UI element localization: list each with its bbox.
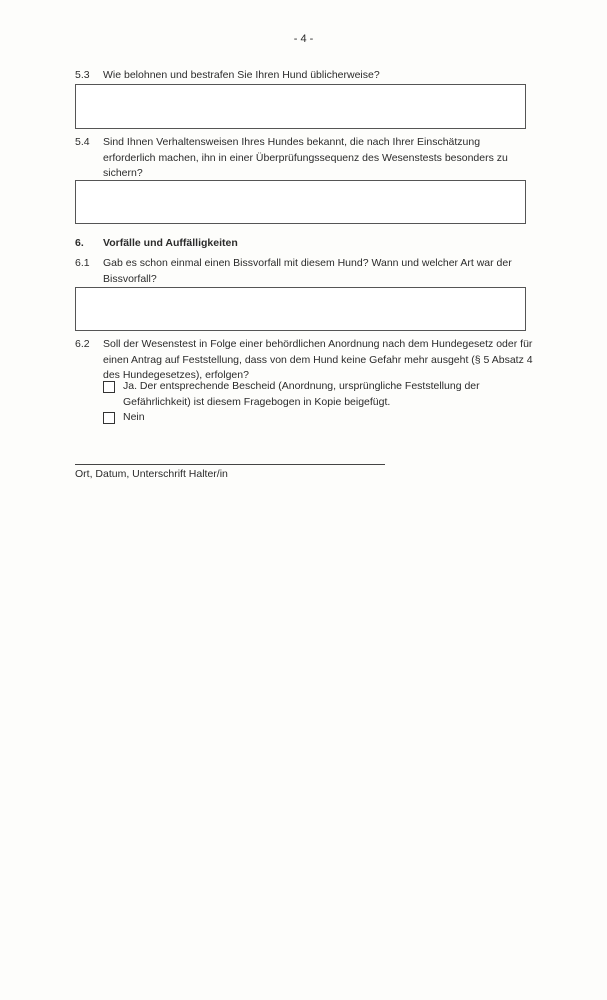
section-title: Vorfälle und Auffälligkeiten xyxy=(103,237,238,249)
option-ja[interactable] xyxy=(103,379,533,410)
question-5-3 xyxy=(75,68,535,84)
question-text: Gab es schon einmal einen Bissvorfall mit diesem Hund? Wann und welcher Art war der Bissvorfall? xyxy=(103,257,512,285)
question-6-1 xyxy=(75,256,535,287)
question-number: 6.1 xyxy=(75,257,90,269)
question-text: Soll der Wesenstest in Folge einer behördlichen Anordnung nach dem Hundegesetz oder für einen Antrag auf Feststellung, dass von dem Hund keine Gefahr mehr ausgeht (§ 5 Absatz 4 des Hundegesetzes), erfolgen? xyxy=(103,338,533,381)
checkbox-nein[interactable] xyxy=(103,412,115,424)
option-label: Nein xyxy=(123,411,145,423)
answer-field-6-1[interactable] xyxy=(75,287,526,331)
question-number: 5.3 xyxy=(75,69,90,81)
signature-line[interactable] xyxy=(75,464,385,465)
question-text: Wie belohnen und bestrafen Sie Ihren Hund üblicherweise? xyxy=(103,69,380,81)
question-6-2 xyxy=(75,337,535,384)
page-number: - 4 - xyxy=(293,33,314,45)
answer-field-5-4[interactable] xyxy=(75,180,526,224)
section-heading-6 xyxy=(75,237,238,249)
question-text: Sind Ihnen Verhaltensweisen Ihres Hundes bekannt, die nach Ihrer Einschätzung erforderlich machen, ihn in einer Überprüfungssequenz des Wesenstests besonders zu sichern? xyxy=(103,136,508,179)
question-number: 5.4 xyxy=(75,136,90,148)
option-nein[interactable] xyxy=(103,410,533,426)
question-number: 6.2 xyxy=(75,338,90,350)
section-number: 6. xyxy=(75,237,84,249)
answer-field-5-3[interactable] xyxy=(75,84,526,129)
signature-label: Ort, Datum, Unterschrift Halter/in xyxy=(75,468,228,480)
option-label: Ja. Der entsprechende Bescheid (Anordnung, ursprüngliche Feststellung der Gefährlichkeit) ist diesem Fragebogen in Kopie beigefügt. xyxy=(123,380,480,408)
checkbox-ja[interactable] xyxy=(103,381,115,393)
question-5-4 xyxy=(75,135,535,182)
